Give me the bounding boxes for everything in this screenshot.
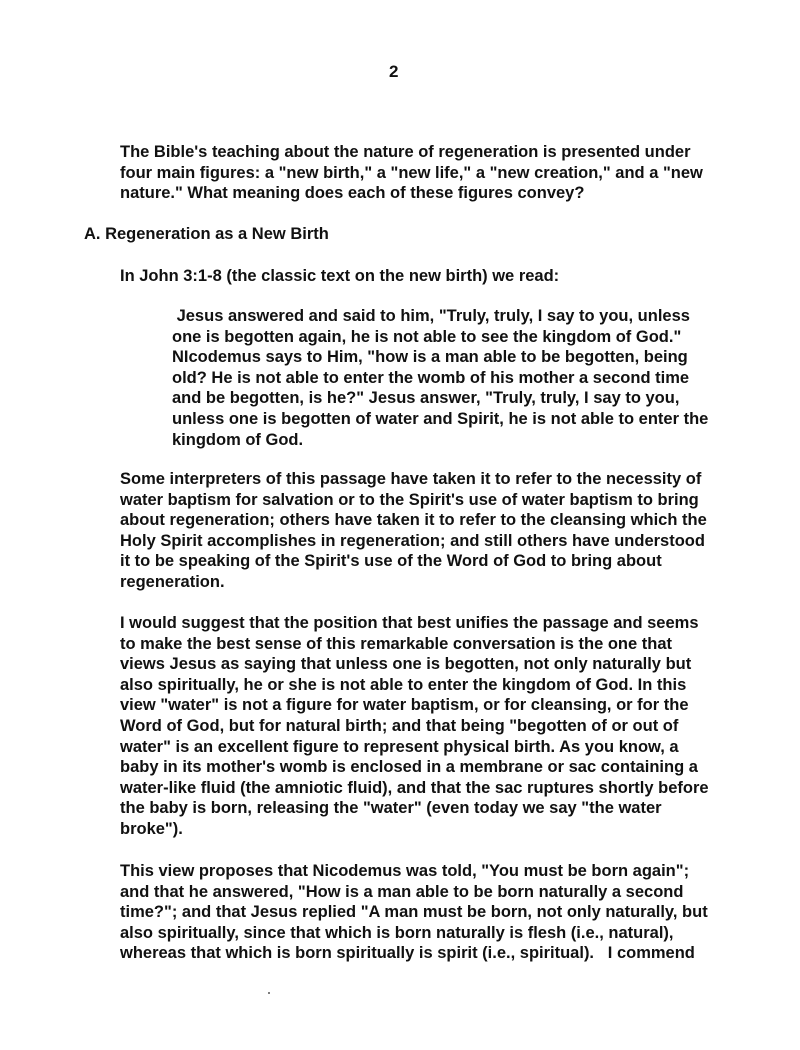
quote-line: and be begotten, is he?" Jesus answer, "Truly, truly, I say to you, <box>172 389 680 408</box>
text-line: nature." What meaning does each of these figures convey? <box>120 184 585 203</box>
text-line: water baptism for salvation or to the Spirit's use of water baptism to bring <box>120 490 699 509</box>
page-number: 2 <box>389 62 399 81</box>
text-line: and that he answered, "How is a man able to be born naturally a second <box>120 882 684 901</box>
quote-line: NIcodemus says to Him, "how is a man able to be begotten, being <box>172 348 688 367</box>
suggestion-paragraph <box>120 613 730 840</box>
scripture-quote <box>172 306 732 450</box>
text-line: Holy Spirit accomplishes in regeneration; and still others have understood <box>120 531 705 550</box>
text-line: view "water" is not a figure for water baptism, or for cleansing, or for the <box>120 696 689 715</box>
text-line: to make the best sense of this remarkable conversation is the one that <box>120 634 673 653</box>
text-line: also spiritually, since that which is born naturally is flesh (i.e., natural), <box>120 923 674 942</box>
text-line: four main figures: a "new birth," a "new life," a "new creation," and a "new <box>120 163 703 182</box>
text-line: time?"; and that Jesus replied "A man must be born, not only naturally, but <box>120 903 708 922</box>
text-line: whereas that which is born spiritually is spirit (i.e., spiritual). I commend <box>120 944 695 963</box>
quote-line: unless one is begotten of water and Spirit, he is not able to enter the <box>172 409 709 428</box>
quote-line: one is begotten again, he is not able to see the kingdom of God." <box>172 327 682 346</box>
text-line: baby in its mother's womb is enclosed in a membrane or sac containing a <box>120 758 698 777</box>
text-line: water-like fluid (the amniotic fluid), and that the sac ruptures shortly before <box>120 778 709 797</box>
text-line: Some interpreters of this passage have taken it to refer to the necessity of <box>120 470 702 488</box>
view-paragraph <box>120 861 730 964</box>
quote-line: old? He is not able to enter the womb of his mother a second time <box>172 368 690 387</box>
text-line: views Jesus as saying that unless one is begotten, not only naturally but <box>120 655 692 674</box>
text-line: it to be speaking of the Spirit's use of the Word of God to bring about <box>120 552 662 571</box>
text-line: The Bible's teaching about the nature of regeneration is presented under <box>120 143 691 161</box>
text-line: about regeneration; others have taken it to refer to the cleansing which the <box>120 511 707 530</box>
text-line: water" is an excellent figure to represent physical birth. As you know, a <box>120 737 679 756</box>
section-heading: A. Regeneration as a New Birth <box>84 225 329 243</box>
quote-line: kingdom of God. <box>172 430 304 449</box>
text-line: also spiritually, he or she is not able to enter the kingdom of God. In this <box>120 675 687 694</box>
text-line: I would suggest that the position that best unifies the passage and seems <box>120 614 699 632</box>
quote-line: Jesus answered and said to him, "Truly, truly, I say to you, unless <box>172 307 690 325</box>
text-line: This view proposes that Nicodemus was told, "You must be born again"; <box>120 862 690 880</box>
text-line: regeneration. <box>120 572 225 591</box>
text-line: Word of God, but for natural birth; and that being "begotten of or out of <box>120 716 679 735</box>
text-line: broke"). <box>120 819 183 838</box>
interpreters-paragraph <box>120 469 730 593</box>
scripture-intro: In John 3:1-8 (the classic text on the new birth) we read: <box>120 267 560 285</box>
scan-speck <box>268 992 270 994</box>
intro-paragraph <box>120 142 740 204</box>
text-line: the baby is born, releasing the "water" (even today we say "the water <box>120 799 662 818</box>
